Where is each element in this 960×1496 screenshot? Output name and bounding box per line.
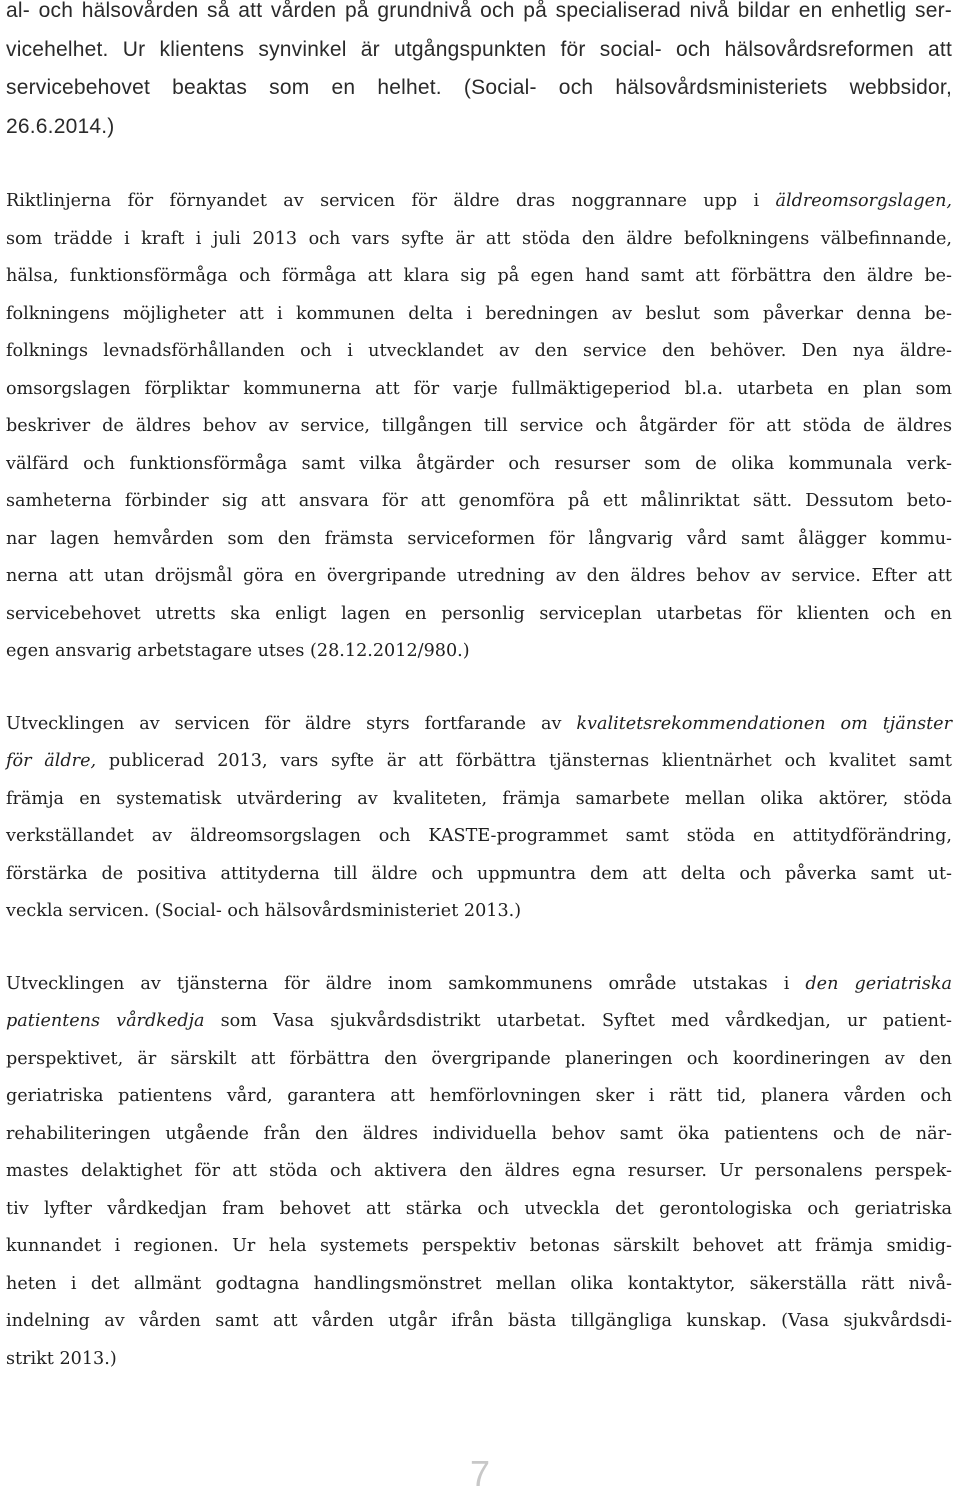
text-line: nar lagen hemvården som den främsta serviceformen för långvarig vård samt ålägger kommu- xyxy=(6,528,952,549)
text-line: perspektivet, är särskilt att förbättra den övergripande planeringen och koordineringen av den xyxy=(6,1048,952,1069)
text-line: vicehelhet. Ur klientens synvinkel är utgångspunkten för social- och hälsovårdsreformen att xyxy=(6,37,952,61)
text-line: förstärka de positiva attityderna till äldre och uppmuntra dem att delta och påverka samt ut- xyxy=(6,863,952,884)
text-line: geriatriska patientens vård, garantera att hemförlovningen sker i rätt tid, planera vården och xyxy=(6,1086,952,1106)
text-line: veckla servicen. (Social- och hälsovårdsministeriet 2013.) xyxy=(6,901,522,921)
text-line: verkställandet av äldreomsorgslagen och KASTE-programmet samt stöda en attitydförändring, xyxy=(6,826,952,846)
recommendation-title-italic: kvalitetsrekommendationen om tjänster xyxy=(576,713,953,734)
text-line: servicebehovet beaktas som en helhet. (Social- och hälsovårdsministeriets webbsidor, xyxy=(6,76,952,99)
text-line: omsorgslagen förpliktar kommunerna att för varje fullmäktigeperiod bl.a. utarbeta en plan som xyxy=(6,378,952,399)
text-line: folknings levnadsförhållanden och i utvecklandet av den service den behöver. Den nya äldre- xyxy=(6,341,952,361)
text-line xyxy=(6,743,952,781)
care-chain-title-italic: patientens vårdkedja xyxy=(6,1011,205,1031)
paragraph-elderly-care-act xyxy=(6,183,952,671)
recommendation-title-italic: för äldre, xyxy=(6,751,97,771)
text-line: beskriver de äldres behov av service, tillgången till service och åtgärder för att stöda de äldres xyxy=(6,416,952,436)
text-line: servicebehovet utretts ska enligt lagen en personlig serviceplan utarbetas för klienten och en xyxy=(6,603,952,624)
text-line: välfärd och funktionsförmåga samt vilka åtgärder och resurser som de olika kommunala verk- xyxy=(6,453,952,474)
text-line xyxy=(6,183,952,221)
text-segment: Riktlinjerna för förnyandet av servicen för äldre dras noggrannare upp i xyxy=(6,191,776,211)
page-number: 7 xyxy=(469,1453,491,1494)
law-title-italic: äldreomsorgslagen, xyxy=(775,191,952,211)
text-line xyxy=(6,706,952,744)
text-line: nerna att utan dröjsmål göra en övergripande utredning av den äldres behov av service. Efter att xyxy=(6,566,952,586)
paragraph-care-chain xyxy=(6,966,952,1379)
text-line: egen ansvarig arbetstagare utses (28.12.2012/980.) xyxy=(6,641,470,661)
paragraph-quality-recommendation xyxy=(6,706,952,931)
text-segment: Utvecklingen av servicen för äldre styrs fortfarande av xyxy=(6,713,577,734)
text-segment: Utvecklingen av tjänsterna för äldre inom samkommunens område utstakas i xyxy=(6,973,806,994)
text-line: mastes delaktighet för att stöda och aktivera den äldres egna resurser. Ur personalens perspek- xyxy=(6,1161,952,1181)
text-line xyxy=(6,1003,952,1041)
text-line: folkningens möjligheter att i kommunen delta i beredningen av beslut som påverkar denna be- xyxy=(6,303,952,324)
text-line: rehabiliteringen utgående från den äldres individuella behov samt öka patientens och de när- xyxy=(6,1123,952,1144)
text-line: som trädde i kraft i juli 2013 och vars syfte är att stöda den äldre befolkningens välbefinnande, xyxy=(6,228,952,249)
text-line: al- och hälsovården så att vården på grundnivå och på specialiserad nivå bildar en enhetlig ser- xyxy=(6,0,952,22)
text-line: främja en systematisk utvärdering av kvaliteten, främja samarbete mellan olika aktörer, stöda xyxy=(6,788,952,809)
text-line xyxy=(6,966,952,1004)
text-line: hälsa, funktionsförmåga och förmåga att klara sig på egen hand samt att förbättra den äldre be- xyxy=(6,266,952,286)
text-segment: som Vasa sjukvårdsdistrikt utarbetat. Syftet med vårdkedjan, ur patient- xyxy=(204,1011,952,1031)
text-line: strikt 2013.) xyxy=(6,1348,117,1369)
document-page xyxy=(6,0,952,1378)
paragraph-intro xyxy=(6,0,952,146)
care-chain-title-italic: den geriatriska xyxy=(805,973,952,994)
text-line: 26.6.2014.) xyxy=(6,114,115,138)
text-line: kunnandet i regionen. Ur hela systemets perspektiv betonas särskilt behovet att främja smidig- xyxy=(6,1236,952,1256)
text-line: tiv lyfter vårdkedjan fram behovet att stärka och utveckla det gerontologiska och geriatriska xyxy=(6,1198,952,1219)
text-line: samheterna förbinder sig att ansvara för att genomföra på ett målinriktat sätt. Dessutom beto- xyxy=(6,491,952,511)
text-line: indelning av vården samt att vården utgår ifrån bästa tillgängliga kunskap. (Vasa sjukvårdsdi- xyxy=(6,1311,952,1331)
text-line: heten i det allmänt godtagna handlingsmönstret mellan olika kontaktytor, säkerställa rätt nivå- xyxy=(6,1273,952,1294)
text-segment: publicerad 2013, vars syfte är att förbättra tjänsternas klientnärhet och kvalitet samt xyxy=(96,751,953,771)
